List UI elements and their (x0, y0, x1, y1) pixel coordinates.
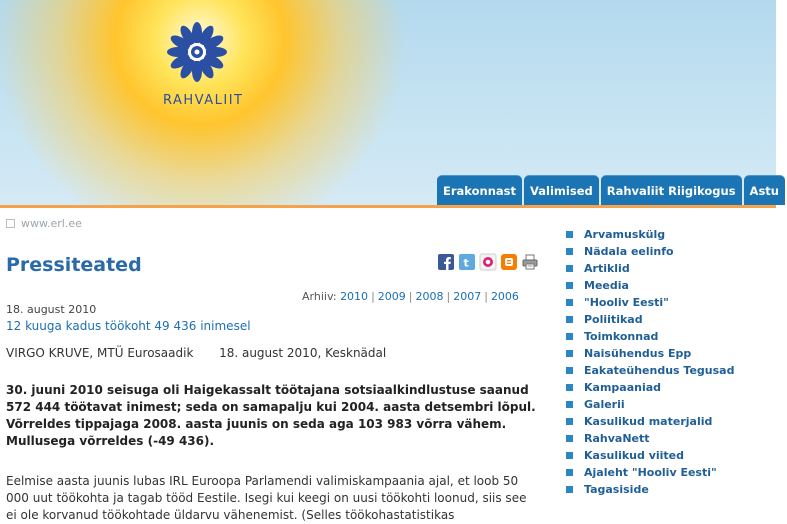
article-lead: 30. juuni 2010 seisuga oli Haigekassalt töötajana sotsiaalkindlustuse saanud 572 444 töötavat inimest; seda on samapalju kui 2004. aasta detsembri lõpul. Võrreldes tippajaga 2008. aasta juunis on seda aga 103 983 võrra vähem. Mullusega võrreldes (-49 436). (6, 383, 536, 448)
svg-text:t: t (463, 256, 469, 270)
sidebar-item-galerii[interactable] (566, 396, 734, 413)
square-bullet-icon (566, 350, 573, 357)
square-bullet-icon (566, 384, 573, 391)
square-bullet-icon (566, 418, 573, 425)
square-bullet-icon (566, 265, 573, 272)
sidebar-item-label: Kasulikud materjalid (584, 415, 713, 428)
header-divider (0, 205, 776, 208)
square-bullet-icon (6, 219, 15, 228)
square-bullet-icon (566, 452, 573, 459)
archive-label: Arhiiv: (302, 290, 337, 303)
article-body-paragraph: Eelmise aasta juunis lubas IRL Euroopa Parlamendi valimiskampaania ajal, et loob 50 000 uut töökohta ja tagab tööd Eestile. Isegi kui keegi on uusi töökohti loonud, siis see ei ole korvanud töökohtade üldarvu vähenemist. (Selles töökohastatistikas (6, 474, 527, 522)
sidebar-item-label: Arvamuskülg (584, 228, 666, 241)
byline-author: VIRGO KRUVE, MTÜ Eurosaadik (6, 346, 194, 360)
nav-tab-valimised[interactable]: Valimised (524, 175, 599, 205)
archive-year-2010[interactable]: 2010 (340, 290, 369, 303)
facebook-icon[interactable] (438, 254, 454, 270)
article-title-link[interactable]: 12 kuuga kadus töökoht 49 436 inimesel (6, 319, 251, 333)
archive-year-2009[interactable]: 2009 (377, 290, 406, 303)
sidebar-item-arvamuskulg[interactable] (566, 226, 734, 243)
square-bullet-icon (566, 333, 573, 340)
sidebar-item-naisuhendus-epp[interactable] (566, 345, 734, 362)
sidebar-item-nadala-eelinfo[interactable] (566, 243, 734, 260)
sidebar-item-label: Meedia (584, 279, 629, 292)
breadcrumb-link[interactable]: www.erl.ee (21, 217, 82, 230)
nav-tab-rahvaliit-riigikogus[interactable]: Rahvaliit Riigikogus (601, 175, 742, 205)
sidebar-item-eakateuhendus-tegusad[interactable] (566, 362, 734, 379)
sidebar-item-label: Toimkonnad (584, 330, 659, 343)
sidebar-item-label: Eakateühendus Tegusad (584, 364, 735, 377)
site-header (0, 0, 779, 205)
nav-tab-erakonnast[interactable]: Erakonnast (437, 175, 522, 205)
sidebar-item-meedia[interactable] (566, 277, 734, 294)
sidebar-item-label: Tagasiside (584, 483, 649, 496)
share-icons (438, 254, 543, 270)
sidebar-item-label: Galerii (584, 398, 625, 411)
article-date: 18. august 2010 (6, 303, 97, 316)
square-bullet-icon (566, 401, 573, 408)
sidebar-item-poliitikad[interactable] (566, 311, 734, 328)
square-bullet-icon (566, 231, 573, 238)
sidebar-item-ajaleht-hooliv-eesti[interactable] (566, 464, 734, 481)
archive-year-2008[interactable]: 2008 (415, 290, 444, 303)
sidebar-item-label: "Hooliv Eesti" (584, 296, 669, 309)
sidebar-item-hooliv-eesti[interactable] (566, 294, 734, 311)
square-bullet-icon (566, 435, 573, 442)
logo-text[interactable]: RAHVALIIT (163, 93, 244, 108)
square-bullet-icon (566, 248, 573, 255)
sidebar-item-toimkonnad[interactable] (566, 328, 734, 345)
sidebar-item-label: Artiklid (584, 262, 630, 275)
sunflower-logo-icon[interactable] (165, 20, 229, 84)
breadcrumb (6, 217, 82, 230)
sidebar-item-kasulikud-materjalid[interactable] (566, 413, 734, 430)
square-bullet-icon (566, 469, 573, 476)
sidebar-item-artiklid[interactable] (566, 260, 734, 277)
sidebar-item-label: Poliitikad (584, 313, 643, 326)
square-bullet-icon (566, 299, 573, 306)
main-nav (437, 175, 787, 205)
sidebar-item-label: RahvaNett (584, 432, 650, 445)
flickr-icon[interactable] (480, 254, 496, 270)
byline-date: 18. august 2010, Kesknädal (219, 346, 387, 360)
nav-tab-astu[interactable]: Astu (744, 175, 785, 205)
sidebar-item-label: Kasulikud viited (584, 449, 685, 462)
archive-links: Arhiiv: 2010 | 2009 | 2008 | 2007 | 2006 (302, 290, 519, 303)
sidebar-menu (566, 226, 734, 498)
square-bullet-icon (566, 486, 573, 493)
page-title: Pressiteated (6, 254, 142, 276)
square-bullet-icon (566, 316, 573, 323)
archive-year-2007[interactable]: 2007 (453, 290, 482, 303)
sidebar-item-label: Ajaleht "Hooliv Eesti" (584, 466, 717, 479)
twitter-icon[interactable] (459, 254, 475, 270)
sidebar-item-tagasiside[interactable] (566, 481, 734, 498)
article-byline (6, 346, 386, 360)
sidebar-item-kampaaniad[interactable] (566, 379, 734, 396)
sidebar-item-label: Nädala eelinfo (584, 245, 674, 258)
archive-year-2006[interactable]: 2006 (490, 290, 519, 303)
square-bullet-icon (566, 367, 573, 374)
square-bullet-icon (566, 282, 573, 289)
print-icon[interactable] (522, 254, 538, 270)
sidebar-item-kasulikud-viited[interactable] (566, 447, 734, 464)
sidebar-item-label: Naisühendus Epp (584, 347, 692, 360)
blogger-icon[interactable] (501, 254, 517, 270)
sidebar-item-label: Kampaaniad (584, 381, 662, 394)
sidebar-item-rahvanett[interactable] (566, 430, 734, 447)
